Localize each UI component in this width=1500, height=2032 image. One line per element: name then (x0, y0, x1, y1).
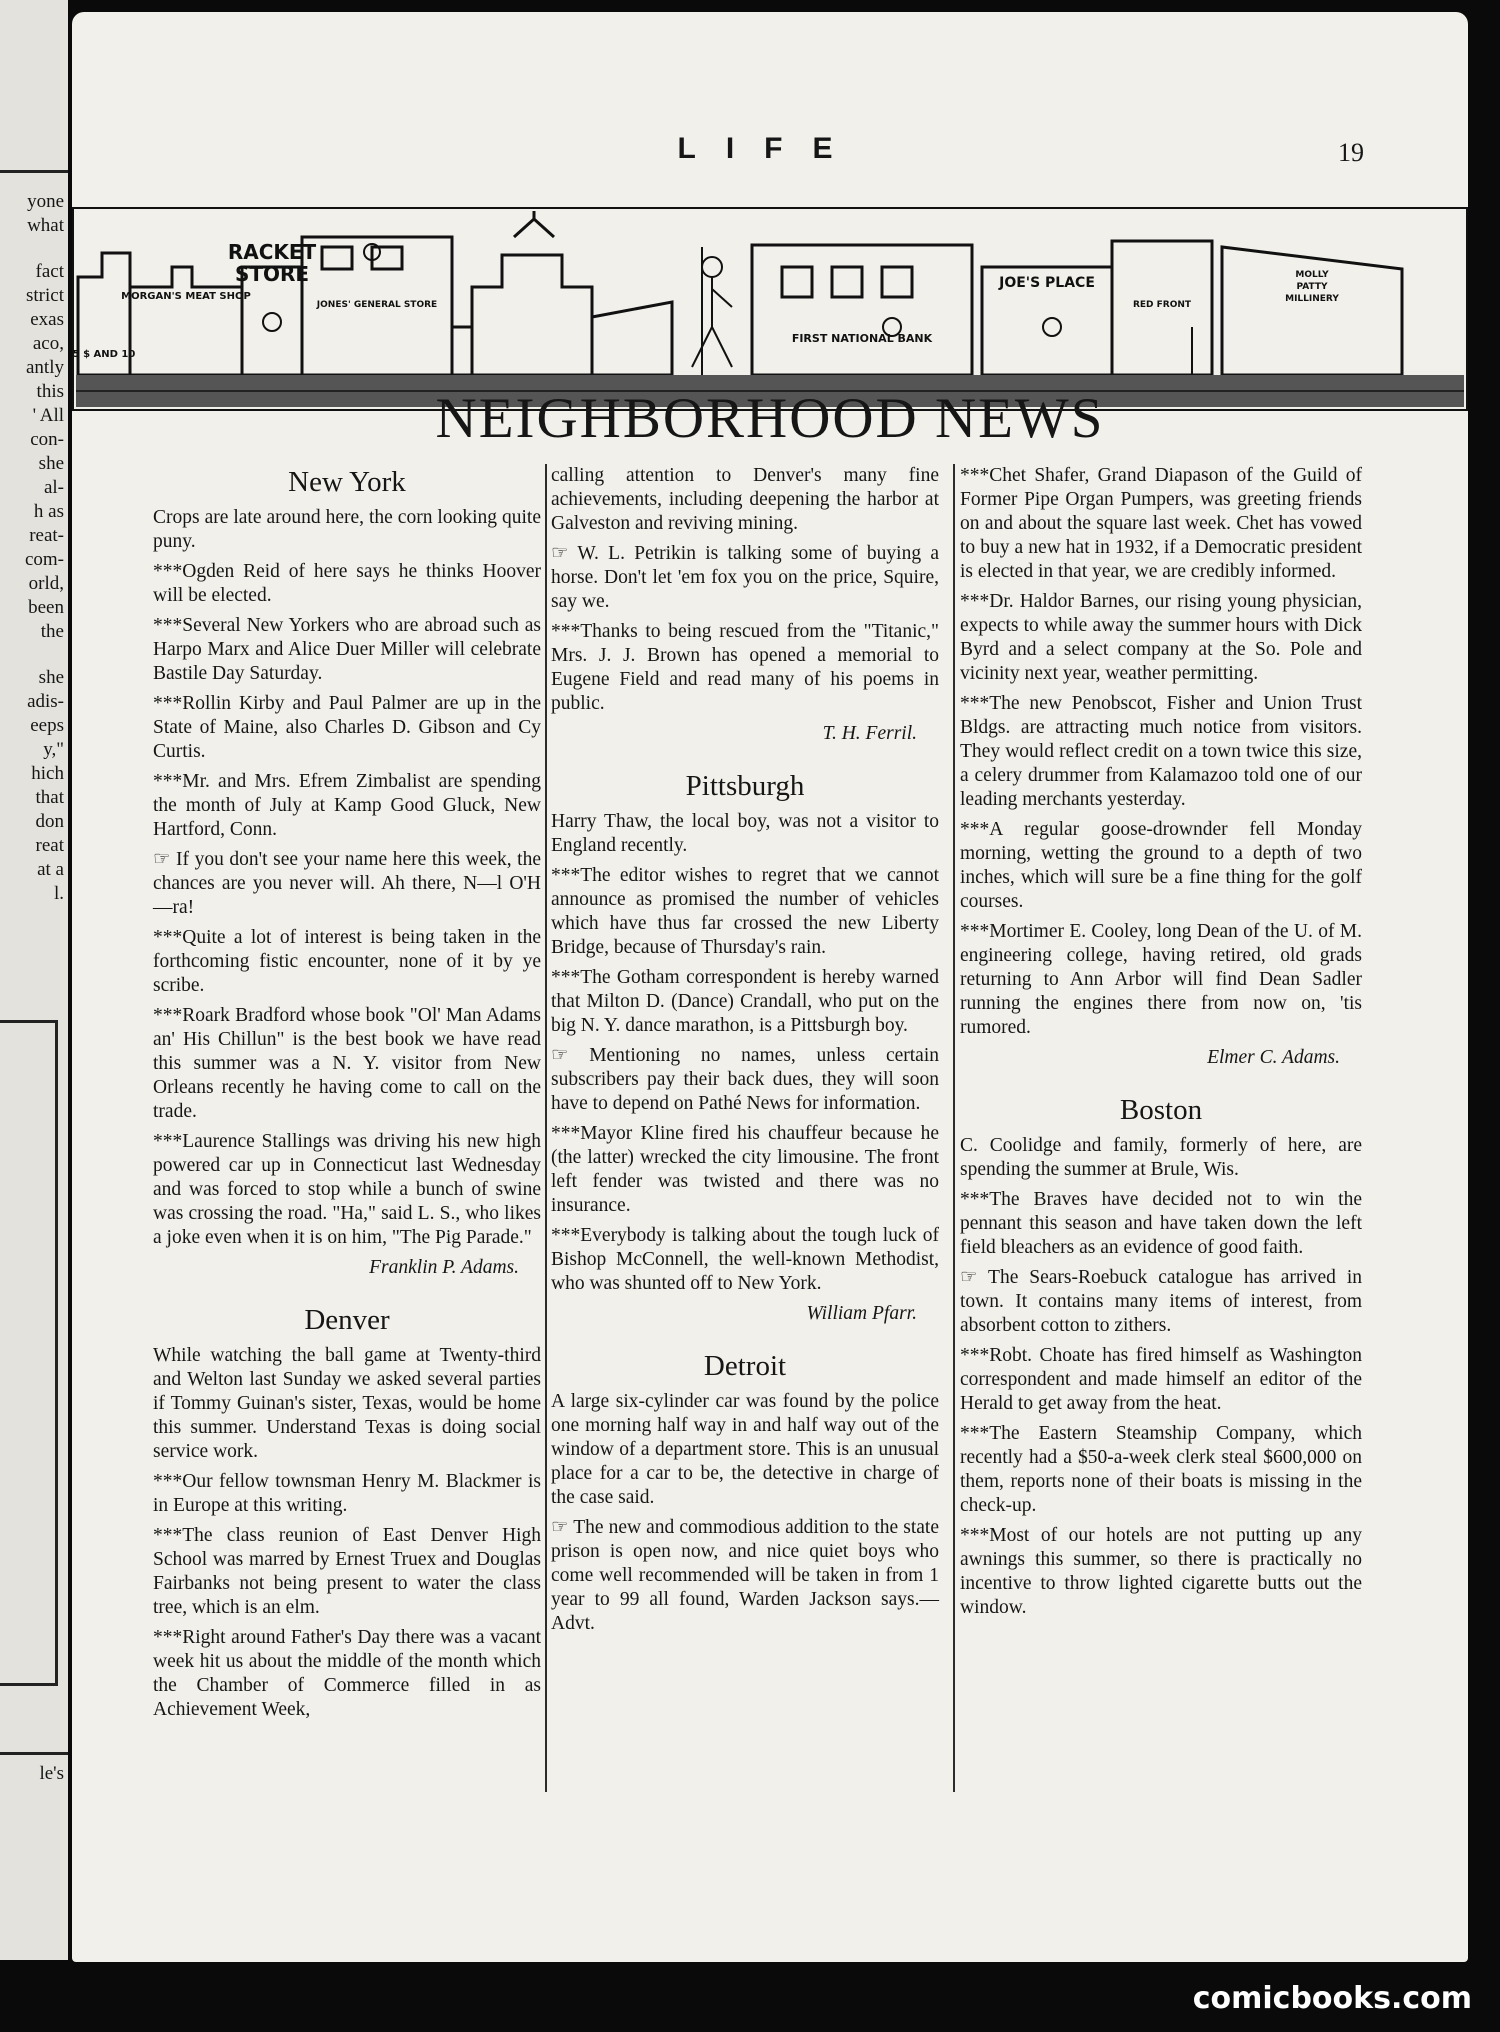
news-section (960, 1092, 1362, 1620)
section-title: New York (288, 466, 406, 498)
page-number: 19 (1338, 138, 1364, 167)
news-item: ***The editor wishes to regret that we cannot announce as promised the number of vehicles which have thus far crossed the new Liberty Bridge, because of Thursday's rain. (551, 865, 939, 958)
column-3 (960, 464, 1362, 1628)
previous-page-line: what (27, 215, 64, 236)
banner-sign: STORE (234, 262, 310, 286)
news-section (153, 464, 541, 1280)
previous-page-line: h as (33, 501, 64, 522)
banner-sign: MILLINERY (1285, 294, 1339, 304)
headline: NEIGHBORHOOD NEWS (435, 387, 1105, 450)
news-item: ***Laurence Stallings was driving his new high powered car up in Connecticut last Wednesday and was forced to stop while a bunch of swine was crossing the road. "Ha," said L. S., who likes a joke even when it is on him, "The Pig Parade." (153, 1131, 541, 1248)
previous-page-line: l. (53, 883, 64, 904)
previous-page-edge (0, 0, 68, 1960)
news-item: ☞ If you don't see your name here this week, the chances are you never will. Ah there, N—l O'H—ra! (153, 849, 541, 918)
news-item: Crops are late around here, the corn looking quite puny. (153, 507, 541, 552)
banner-sign: RED FRONT (1132, 300, 1192, 310)
running-head: LIFE (677, 132, 863, 165)
byline: Elmer C. Adams. (1207, 1047, 1340, 1068)
news-item: ***Mayor Kline fired his chauffeur because he (the latter) wrecked the city limousine. The front left fender was twisted and there was no insurance. (551, 1123, 939, 1216)
previous-page-line: adis- (27, 691, 64, 712)
banner-sign: JOE'S PLACE (999, 275, 1095, 291)
previous-page-line: been (28, 597, 64, 618)
news-item: ***Roark Bradford whose book "Ol' Man Adams an' His Chillun" is the best book we have read this summer was a N. Y. visitor from New Orleans recently he having come to call on the trade. (153, 1005, 541, 1122)
news-item: While watching the ball game at Twenty-third and Welton last Sunday we asked several parties if Tommy Guinan's sister, Texas, would be home this summer. Understand Texas is doing social service work. (153, 1345, 541, 1462)
previous-page-rule-bottom (0, 1752, 68, 1755)
previous-page-line: don (35, 811, 64, 832)
watermark: comicbooks.com (1192, 1981, 1472, 2016)
news-item: ☞ The new and commodious addition to the state prison is open now, and nice quiet boys who come well recommended will be taken in from 1 year to 99 all found, Warden Jackson says.—Advt. (551, 1517, 939, 1634)
byline: T. H. Ferril. (822, 723, 917, 744)
news-item: ***Mortimer E. Cooley, long Dean of the U. of M. engineering college, having retired, old grads returning to Ann Arbor will find Dean Sadler running the engines there from now on, 'tis rumored. (960, 921, 1362, 1038)
news-item: ***A regular goose-drownder fell Monday morning, wetting the ground to a depth of two inches, which will sure be a fine thing for the golf courses. (960, 819, 1362, 912)
previous-page-line: reat (35, 835, 64, 856)
news-item: ***The new Penobscot, Fisher and Union Trust Bldgs. are attracting much notice from visitors. They would reflect credit on a town twice this size, a celery drummer from Kalamazoo told one of our leading merchants yesterday. (960, 693, 1362, 810)
news-item: ***Ogden Reid of here says he thinks Hoover will be elected. (153, 561, 541, 606)
byline: William Pfarr. (806, 1303, 917, 1324)
news-item: ***The class reunion of East Denver High School was marred by Ernest Truex and Douglas Fairbanks not being present to water the class tree, which is an elm. (153, 1525, 541, 1618)
previous-page-line: the (40, 621, 64, 642)
news-item: ***The Braves have decided not to win the pennant this season and have taken down the left field bleachers as an evidence of good faith. (960, 1189, 1362, 1258)
banner-sign: JONES' GENERAL STORE (316, 300, 438, 310)
news-item: ***The Gotham correspondent is hereby warned that Milton D. (Dance) Crandall, who put on the big N. Y. dance marathon, is a Pittsburgh boy. (551, 967, 939, 1036)
magazine-page (72, 12, 1468, 1962)
news-item: ***Robt. Choate has fired himself as Washington correspondent and made himself an editor of the Herald to get away from the heat. (960, 1345, 1362, 1414)
previous-page-line: aco, (32, 333, 64, 354)
news-item: ☞ W. L. Petrikin is talking some of buying a horse. Don't let 'em fox you on the price, Squire, say we. (551, 543, 939, 612)
banner-sign: 5 $ AND 10 (72, 349, 136, 360)
previous-page-line: hich (31, 763, 64, 784)
previous-page-line: eeps (30, 715, 64, 736)
previous-page-line: con- (30, 429, 64, 450)
previous-page-line: she (38, 667, 64, 688)
banner-sign: PATTY (1296, 282, 1328, 292)
news-section (551, 1348, 939, 1636)
column-rule-1 (545, 464, 547, 1792)
news-item: ***Several New Yorkers who are abroad such as Harpo Marx and Alice Duer Miller will celebrate Bastile Day Saturday. (153, 615, 541, 684)
news-item: ***Chet Shafer, Grand Diapason of the Guild of Former Pipe Organ Pumpers, was greeting friends on and about the square last week. Chet has vowed to buy a new hat in 1932, if a Democratic president is elected in that year, we are credibly informed. (960, 465, 1362, 582)
news-item: ***Quite a lot of interest is being taken in the forthcoming fistic encounter, none of it by ye scribe. (153, 927, 541, 996)
news-section (960, 464, 1362, 1070)
banner-sign: FIRST NATIONAL BANK (791, 332, 933, 345)
previous-page-line: ' All (32, 405, 64, 426)
previous-page-line: strict (26, 285, 64, 306)
news-item: C. Coolidge and family, formerly of here, are spending the summer at Brule, Wis. (960, 1135, 1362, 1180)
previous-page-line: this (36, 381, 64, 402)
previous-page-footer: le's (39, 1763, 64, 1784)
news-item: calling attention to Denver's many fine achievements, including deepening the harbor at Galveston and reviving mining. (551, 465, 939, 534)
section-title: Detroit (703, 1350, 787, 1382)
news-item: ***Our fellow townsman Henry M. Blackmer is in Europe at this writing. (153, 1471, 541, 1516)
previous-page-line: com- (24, 549, 64, 570)
news-section (153, 1302, 541, 1722)
news-item: ***Mr. and Mrs. Efrem Zimbalist are spending the month of July at Kamp Good Gluck, New Hartford, Conn. (153, 771, 541, 840)
previous-page-line: she (38, 453, 64, 474)
previous-page-ad-border (0, 1020, 58, 1686)
column-rule-2 (953, 464, 955, 1792)
news-item: ***Rollin Kirby and Paul Palmer are up in the State of Maine, also Charles D. Gibson and Cy Curtis. (153, 693, 541, 762)
news-item: ***Dr. Haldor Barnes, our rising young physician, expects to while away the summer hours with Dick Byrd and a select company at the So. Pole and vicinity next year, weather permitting. (960, 591, 1362, 684)
news-item: ***Most of our hotels are not putting up any awnings this summer, so there is practically no incentive to throw lighted cigarette butts out the window. (960, 1525, 1362, 1618)
previous-page-line: reat- (29, 525, 64, 546)
news-item: ***Right around Father's Day there was a vacant week hit us about the middle of the month which the Chamber of Commerce filled in as Achievement Week, (153, 1627, 541, 1720)
news-item: ***The Eastern Steamship Company, which recently had a $50-a-week clerk steal $600,000 on them, reports none of their boats is missing in the check-up. (960, 1423, 1362, 1516)
previous-page-line: y," (43, 739, 64, 760)
previous-page-line: at a (37, 859, 64, 880)
banner-sign: MOLLY (1295, 270, 1329, 280)
previous-page-line: orld, (28, 573, 64, 594)
previous-page-line: that (35, 787, 64, 808)
previous-page-line: yone (27, 191, 64, 212)
news-item: ***Thanks to being rescued from the "Titanic," Mrs. J. J. Brown has opened a memorial to Eugene Field and read many of his poems in public. (551, 621, 939, 714)
previous-page-line: antly (26, 357, 64, 378)
neighborhood-banner-illustration (72, 207, 1468, 411)
previous-page-rule (0, 170, 68, 173)
news-item: Harry Thaw, the local boy, was not a visitor to England recently. (551, 811, 939, 856)
byline: Franklin P. Adams. (369, 1257, 519, 1278)
news-item: ☞ The Sears-Roebuck catalogue has arrived in town. It contains many items of interest, from absorbent cotton to zithers. (960, 1267, 1362, 1336)
news-section (551, 768, 939, 1326)
column-1 (153, 464, 541, 1730)
banner-sign: MORGAN'S MEAT SHOP (121, 291, 251, 302)
banner-sign: RACKET (227, 240, 317, 264)
news-section (551, 464, 939, 746)
previous-page-line: exas (30, 309, 64, 330)
news-item: ☞ Mentioning no names, unless certain subscribers pay their back dues, they will soon have to depend on Pathé News for information. (551, 1045, 939, 1114)
section-title: Denver (304, 1304, 390, 1336)
previous-page-line: fact (35, 261, 64, 282)
news-item: A large six-cylinder car was found by the police one morning half way in and half way out of the window of a department store. This is an unusual place for a car to be, the detective in charge of the case said. (551, 1391, 939, 1508)
section-title: Boston (1119, 1094, 1203, 1126)
section-title: Pittsburgh (685, 770, 805, 802)
news-item: ***Everybody is talking about the tough luck of Bishop McConnell, the well-known Methodist, who was shunted off to New York. (551, 1225, 939, 1294)
previous-page-line: al- (43, 477, 64, 498)
column-2 (551, 464, 939, 1644)
